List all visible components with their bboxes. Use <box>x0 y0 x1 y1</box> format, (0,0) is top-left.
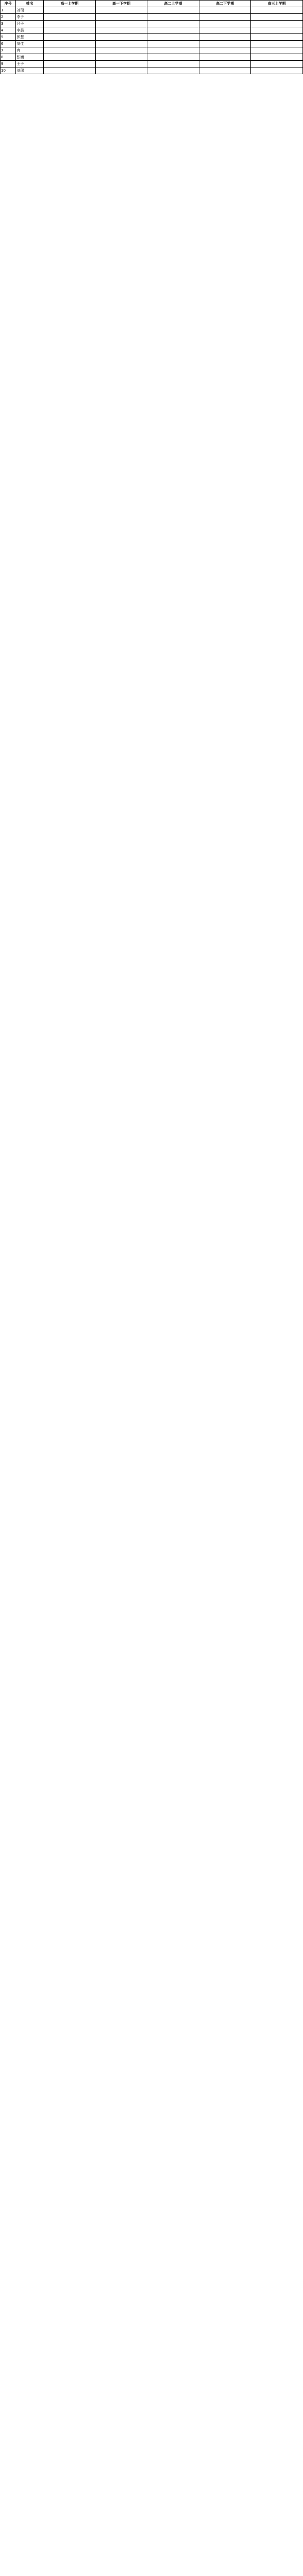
cell-index: 7 <box>1 47 16 54</box>
cell-name: 张涵 <box>16 54 44 61</box>
cell-term <box>44 61 96 67</box>
table-row <box>1 47 303 54</box>
table-row <box>1 34 303 41</box>
cell-index: 3 <box>1 21 16 27</box>
cell-index: 4 <box>1 27 16 34</box>
cell-name: 刘瑞 <box>16 67 44 74</box>
cell-term <box>251 54 303 61</box>
cell-index: 9 <box>1 61 16 67</box>
cell-term <box>251 41 303 47</box>
cell-name: 吕子 <box>16 21 44 27</box>
col-header-term-5: 高三上学期 <box>251 1 303 7</box>
table-row <box>1 41 303 47</box>
cell-term <box>95 41 147 47</box>
cell-term <box>251 34 303 41</box>
cell-term <box>44 34 96 41</box>
cell-term <box>251 61 303 67</box>
cell-term <box>95 67 147 74</box>
cell-term <box>199 61 251 67</box>
cell-name: 王子 <box>16 61 44 67</box>
cell-term <box>199 21 251 27</box>
cell-term <box>95 14 147 21</box>
cell-term <box>147 61 199 67</box>
cell-term <box>95 34 147 41</box>
table-row <box>1 7 303 14</box>
cell-term <box>95 47 147 54</box>
cell-index: 10 <box>1 67 16 74</box>
cell-index: 2 <box>1 14 16 21</box>
cell-term <box>199 54 251 61</box>
cell-term <box>251 27 303 34</box>
cell-term <box>147 54 199 61</box>
cell-term <box>95 27 147 34</box>
col-header-term-3: 高二上学期 <box>147 1 199 7</box>
cell-name: 郭慧 <box>16 34 44 41</box>
cell-term <box>44 14 96 21</box>
cell-name: 李晨 <box>16 27 44 34</box>
cell-term <box>199 34 251 41</box>
cell-index: 1 <box>1 7 16 14</box>
cell-term <box>199 14 251 21</box>
cell-term <box>44 21 96 27</box>
cell-name: 刘瑞 <box>16 7 44 14</box>
cell-term <box>95 7 147 14</box>
col-header-term-4: 高二下学期 <box>199 1 251 7</box>
cell-term <box>147 21 199 27</box>
table-body <box>1 7 303 74</box>
cell-term <box>147 67 199 74</box>
cell-term <box>147 7 199 14</box>
cell-term <box>199 47 251 54</box>
cell-term <box>199 67 251 74</box>
cell-term <box>44 67 96 74</box>
cell-term <box>199 27 251 34</box>
cell-term <box>251 7 303 14</box>
cell-index: 8 <box>1 54 16 61</box>
table-row <box>1 61 303 67</box>
cell-term <box>95 54 147 61</box>
cell-term <box>251 14 303 21</box>
cell-name: 李子 <box>16 14 44 21</box>
table-row <box>1 67 303 74</box>
header-row <box>1 1 303 7</box>
cell-term <box>147 34 199 41</box>
cell-term <box>147 47 199 54</box>
cell-term <box>44 41 96 47</box>
cell-term <box>251 67 303 74</box>
student-award-table <box>0 0 303 74</box>
cell-term <box>44 7 96 14</box>
cell-name: 刘佳 <box>16 41 44 47</box>
col-header-name: 姓名 <box>16 1 44 7</box>
table-row <box>1 27 303 34</box>
col-header-term-2: 高一下学期 <box>95 1 147 7</box>
table-row <box>1 21 303 27</box>
cell-term <box>95 21 147 27</box>
cell-term <box>147 14 199 21</box>
cell-term <box>44 47 96 54</box>
cell-term <box>44 54 96 61</box>
cell-term <box>199 41 251 47</box>
col-header-term-1: 高一上学期 <box>44 1 96 7</box>
table-row <box>1 54 303 61</box>
cell-term <box>95 61 147 67</box>
cell-index: 6 <box>1 41 16 47</box>
cell-name: 冉 <box>16 47 44 54</box>
table-row <box>1 14 303 21</box>
cell-term <box>199 7 251 14</box>
col-header-index: 序号 <box>1 1 16 7</box>
cell-index: 5 <box>1 34 16 41</box>
cell-term <box>44 27 96 34</box>
cell-term <box>251 21 303 27</box>
cell-term <box>251 47 303 54</box>
cell-term <box>147 27 199 34</box>
cell-term <box>147 41 199 47</box>
